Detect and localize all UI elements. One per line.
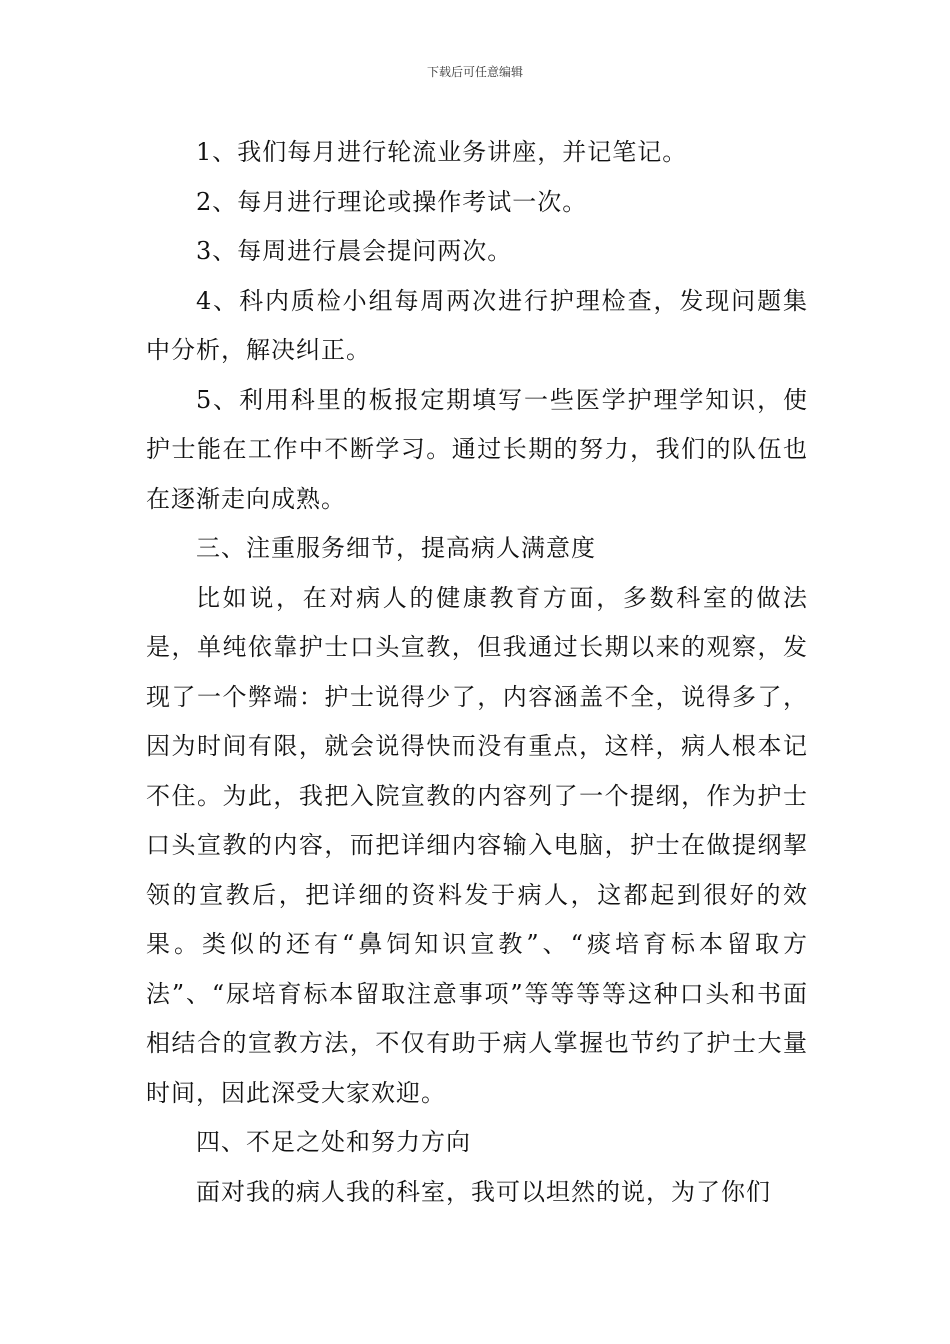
- paragraph-item-1: 1、我们每月进行轮流业务讲座，并记笔记。: [196, 138, 688, 166]
- paragraph-item-5: 5、利用科里的板报定期填写一些医学护理学知识，使护士能在工作中不断学习。通过长期的努力，我们的队伍也在逐渐走向成熟。: [146, 385, 808, 513]
- paragraph-health-education: 比如说，在对病人的健康教育方面，多数科室的做法是，单纯依靠护士口头宣教，但我通过长期以来的观察，发现了一个弊端：护士说得少了，内容涵盖不全，说得多了，因为时间有限，就会说得快而没有重点，这样，病人根本记不住。为此，我把入院宣教的内容列了一个提纲，作为护士口头宣教的内容，而把详细内容输入电脑，护士在做提纲挈领的宣教后，把详细的资料发于病人，这都起到很好的效果。类似的还有“鼻饲知识宣教”、“痰培育标本留取方法”、“尿培育标本留取注意事项”等等等等这种口头和书面相结合的宣教方法，不仅有助于病人掌握也节约了护士大量时间，因此深受大家欢迎。: [146, 583, 808, 1107]
- paragraph-item-2: 2、每月进行理论或操作考试一次。: [196, 187, 588, 216]
- section-heading-3: 三、注重服务细节，提高病人满意度: [196, 534, 596, 562]
- section-heading-4: 四、不足之处和努力方向: [196, 1128, 471, 1156]
- page-header-note: 下载后可任意编辑: [426, 65, 523, 79]
- paragraph-item-3: 3、每周进行晨会提问两次。: [196, 237, 513, 265]
- paragraph-closing: 面对我的病人我的科室，我可以坦然的说，为了你们: [196, 1177, 771, 1206]
- document-body: [146, 128, 808, 1217]
- paragraph-item-4: 4、科内质检小组每周两次进行护理检查，发现问题集中分析，解决纠正。: [146, 286, 808, 364]
